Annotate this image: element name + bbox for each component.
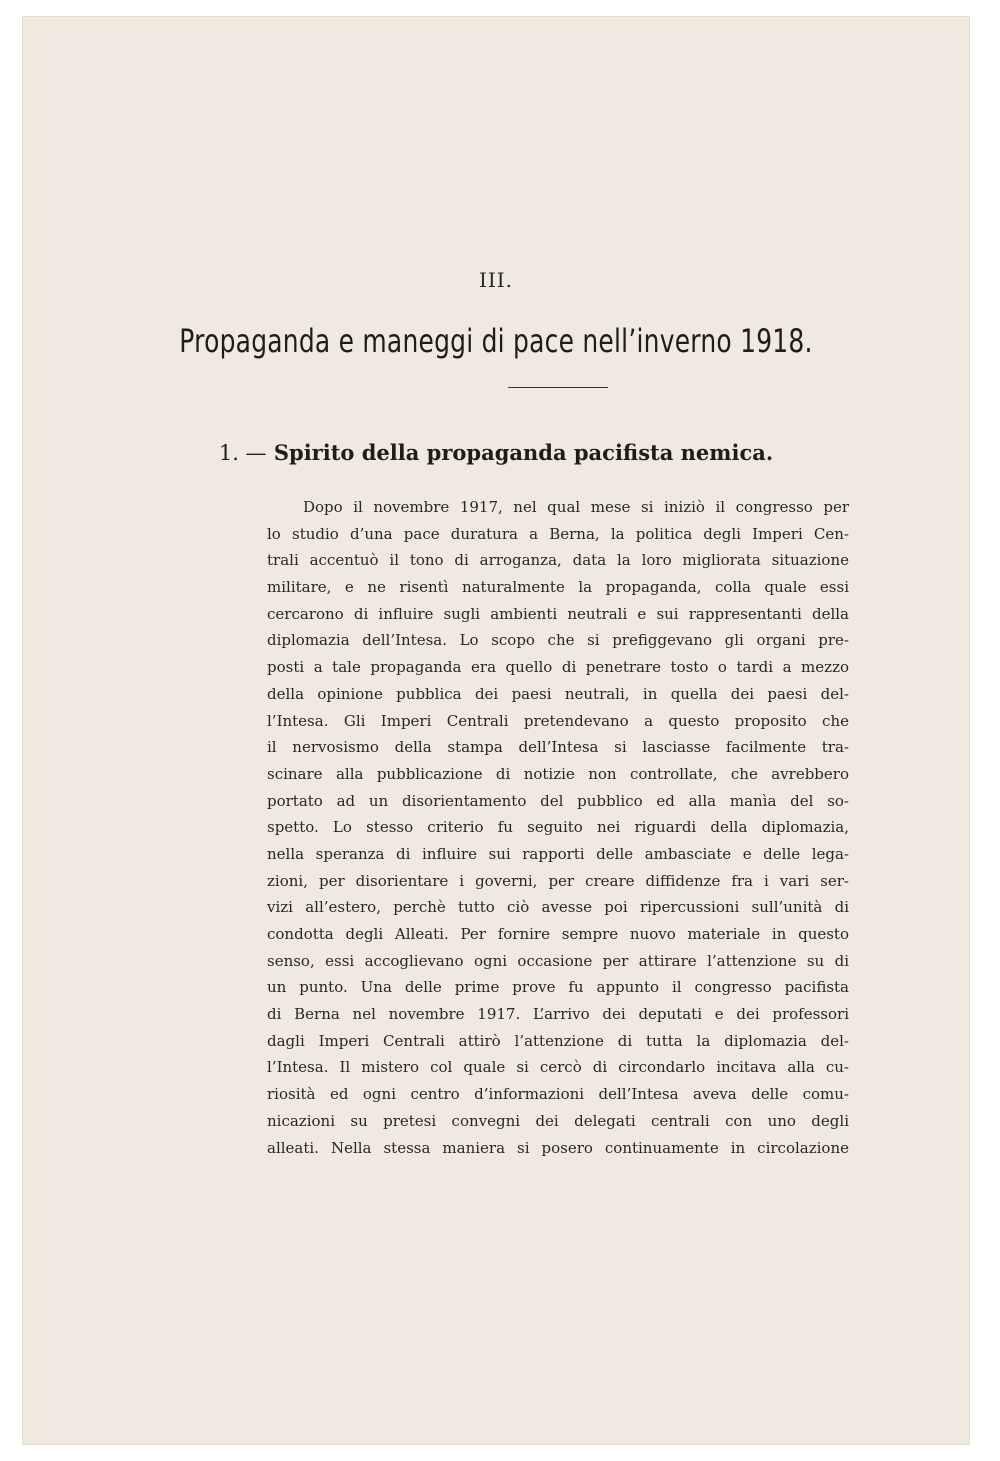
- text-line: condotta degli Alleati. Per fornire sempre nuovo materiale in questo: [267, 925, 849, 943]
- text-line: diplomazia dell’Intesa. Lo scopo che si prefiggevano gli organi pre-: [267, 631, 849, 650]
- text-line: nicazioni su pretesi convegni dei delegati centrali con uno degli: [267, 1111, 849, 1130]
- text-line: l’Intesa. Il mistero col quale si cercò di circondarlo incitava alla cu-: [267, 1058, 849, 1077]
- text-line: nella speranza di influire sui rapporti delle ambasciate e delle lega-: [267, 844, 849, 863]
- text-line: dagli Imperi Centrali attirò l’attenzione di tutta la diplomazia del-: [267, 1031, 849, 1050]
- text-line: posti a tale propaganda era quello di penetrare tosto o tardi a mezzo: [267, 658, 849, 677]
- section-title: Spirito della propaganda pacifista nemica.: [273, 440, 774, 465]
- text-line: scinare alla pubblicazione di notizie non controllate, che avrebbero: [267, 764, 849, 783]
- text-line: Dopo il novembre 1917, nel qual mese si iniziò il congresso per: [303, 498, 849, 516]
- text-line: spetto. Lo stesso criterio fu seguito nei riguardi della diplomazia,: [267, 818, 849, 837]
- chapter-number: III.: [478, 268, 514, 292]
- text-line: riosità ed ogni centro d’informazioni dell’Intesa aveva delle comu-: [267, 1085, 849, 1104]
- book-page: [22, 16, 970, 1445]
- text-line: lo studio d’una pace duratura a Berna, la politica degli Imperi Cen-: [267, 524, 849, 543]
- text-line: della opinione pubblica dei paesi neutrali, in quella dei paesi del-: [267, 684, 849, 703]
- text-line: militare, e ne risentì naturalmente la propaganda, colla quale essi: [267, 578, 849, 597]
- section-number: 1. —: [218, 441, 267, 465]
- text-line: il nervosismo della stampa dell’Intesa si lasciasse facilmente tra-: [267, 738, 849, 757]
- text-line: zioni, per disorientare i governi, per creare diffidenze fra i vari ser-: [267, 871, 849, 890]
- text-line: cercarono di influire sugli ambienti neutrali e sui rappresentanti della: [267, 604, 849, 623]
- text-line: alleati. Nella stessa maniera si posero continuamente in circolazione: [267, 1138, 849, 1157]
- text-line: di Berna nel novembre 1917. L’arrivo dei deputati e dei professori: [267, 1005, 849, 1024]
- text-line: trali accentuò il tono di arroganza, data la loro migliorata situazione: [267, 551, 849, 570]
- title-divider: [508, 387, 608, 388]
- chapter-title: Propaganda e maneggi di pace nell’inverno 1918.: [179, 322, 813, 360]
- text-line: portato ad un disorientamento del pubblico ed alla manìa del so-: [267, 791, 849, 810]
- text-line: un punto. Una delle prime prove fu appunto il congresso pacifista: [267, 978, 849, 997]
- text-line: l’Intesa. Gli Imperi Centrali pretendevano a questo proposito che: [267, 711, 849, 730]
- text-line: vizi all’estero, perchè tutto ciò avesse poi ripercussioni sull’unità di: [267, 898, 849, 917]
- section-heading: [22, 440, 970, 465]
- body-paragraph: [267, 494, 849, 1161]
- text-line: senso, essi accoglievano ogni occasione per attirare l’attenzione su di: [267, 951, 849, 970]
